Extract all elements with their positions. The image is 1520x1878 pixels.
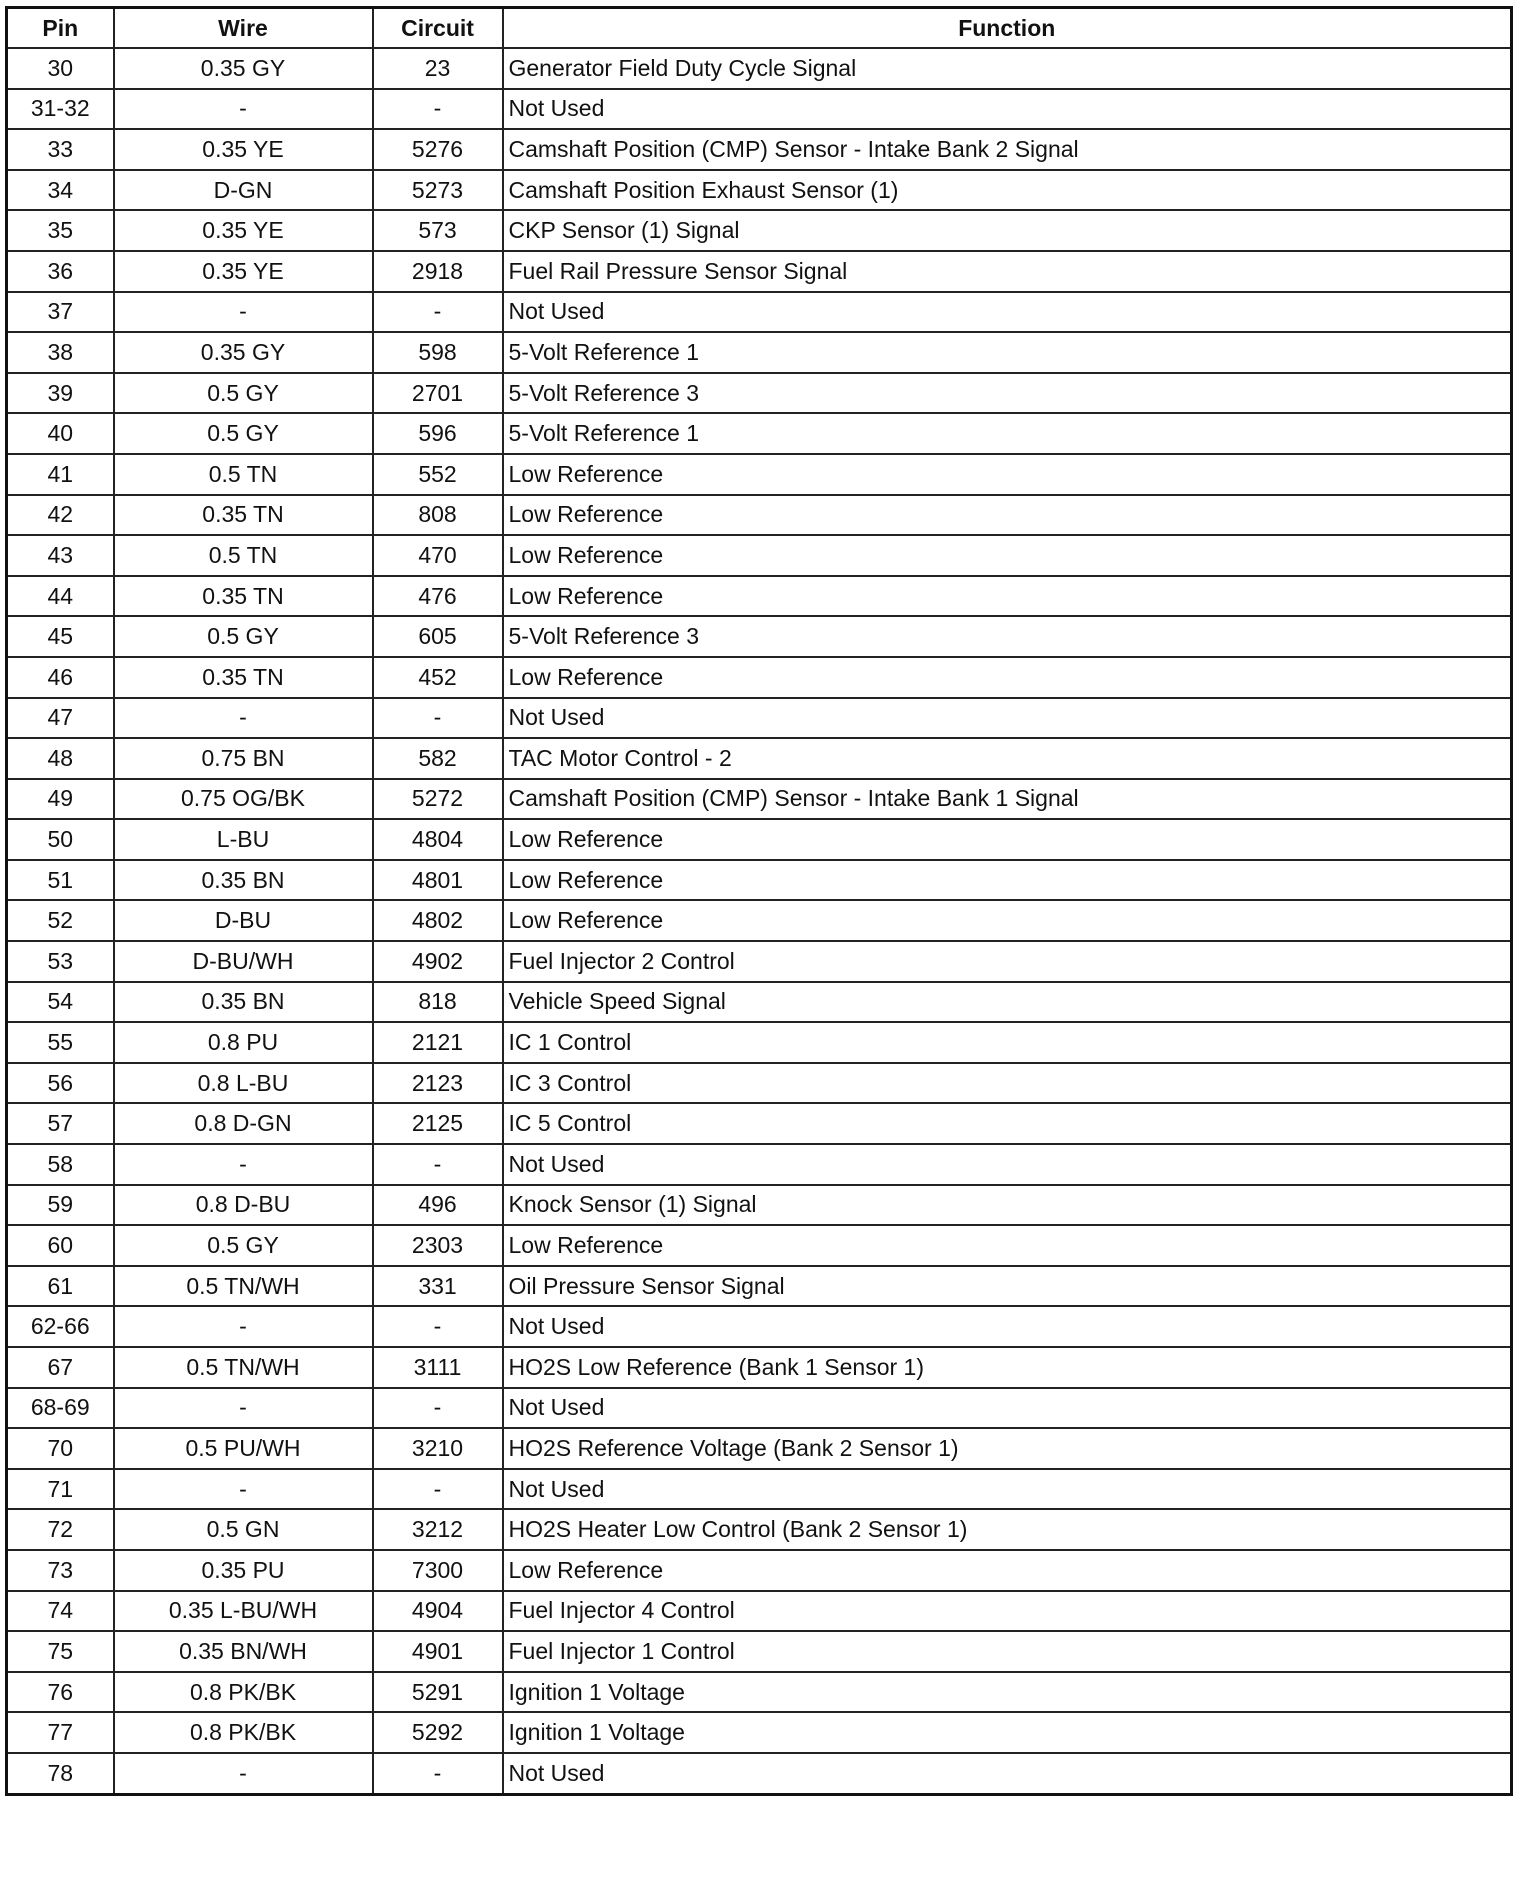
cell-wire: 0.35 BN [114, 860, 373, 901]
cell-function: HO2S Low Reference (Bank 1 Sensor 1) [503, 1347, 1512, 1388]
cell-pin: 41 [7, 454, 114, 495]
table-row [7, 1144, 1512, 1185]
cell-circuit: 605 [373, 616, 503, 657]
cell-circuit: 3212 [373, 1509, 503, 1550]
cell-pin: 59 [7, 1185, 114, 1226]
cell-pin: 76 [7, 1672, 114, 1713]
cell-function: Vehicle Speed Signal [503, 982, 1512, 1023]
cell-circuit: 3111 [373, 1347, 503, 1388]
table-body [7, 48, 1512, 1794]
cell-function: Low Reference [503, 495, 1512, 536]
cell-circuit: 452 [373, 657, 503, 698]
cell-function: IC 3 Control [503, 1063, 1512, 1104]
table-row [7, 738, 1512, 779]
cell-circuit: 808 [373, 495, 503, 536]
column-header-wire: Wire [114, 8, 373, 49]
table-row [7, 1306, 1512, 1347]
cell-circuit: - [373, 1753, 503, 1794]
cell-pin: 70 [7, 1428, 114, 1469]
cell-function: Not Used [503, 292, 1512, 333]
cell-circuit: 4801 [373, 860, 503, 901]
cell-wire: 0.75 BN [114, 738, 373, 779]
table-row [7, 210, 1512, 251]
cell-circuit: 5276 [373, 129, 503, 170]
cell-circuit: 496 [373, 1185, 503, 1226]
table-row [7, 1225, 1512, 1266]
cell-function: Not Used [503, 1469, 1512, 1510]
cell-wire: 0.35 YE [114, 129, 373, 170]
cell-pin: 48 [7, 738, 114, 779]
cell-circuit: 7300 [373, 1550, 503, 1591]
table-row [7, 1266, 1512, 1307]
table-row [7, 373, 1512, 414]
cell-pin: 74 [7, 1591, 114, 1632]
cell-pin: 71 [7, 1469, 114, 1510]
cell-circuit: - [373, 89, 503, 130]
cell-pin: 58 [7, 1144, 114, 1185]
cell-circuit: 5291 [373, 1672, 503, 1713]
cell-function: Low Reference [503, 576, 1512, 617]
cell-function: Low Reference [503, 657, 1512, 698]
cell-pin: 57 [7, 1103, 114, 1144]
cell-circuit: 598 [373, 332, 503, 373]
table-header [7, 8, 1512, 49]
table-row [7, 535, 1512, 576]
table-row [7, 1185, 1512, 1226]
table-row [7, 1347, 1512, 1388]
cell-pin: 51 [7, 860, 114, 901]
cell-circuit: 4902 [373, 941, 503, 982]
cell-function: Camshaft Position Exhaust Sensor (1) [503, 170, 1512, 211]
cell-pin: 53 [7, 941, 114, 982]
cell-function: Camshaft Position (CMP) Sensor - Intake Bank 1 Signal [503, 779, 1512, 820]
cell-wire: - [114, 1753, 373, 1794]
table-row [7, 576, 1512, 617]
cell-function: Knock Sensor (1) Signal [503, 1185, 1512, 1226]
cell-pin: 47 [7, 698, 114, 739]
cell-function: Fuel Rail Pressure Sensor Signal [503, 251, 1512, 292]
cell-circuit: 2918 [373, 251, 503, 292]
cell-function: 5-Volt Reference 3 [503, 616, 1512, 657]
table-row [7, 1063, 1512, 1104]
cell-circuit: 331 [373, 1266, 503, 1307]
cell-circuit: 470 [373, 535, 503, 576]
cell-circuit: 5292 [373, 1712, 503, 1753]
cell-circuit: - [373, 1306, 503, 1347]
cell-pin: 38 [7, 332, 114, 373]
table-row [7, 1550, 1512, 1591]
table-row [7, 1631, 1512, 1672]
cell-wire: 0.35 TN [114, 657, 373, 698]
cell-pin: 61 [7, 1266, 114, 1307]
cell-circuit: 3210 [373, 1428, 503, 1469]
cell-wire: 0.75 OG/BK [114, 779, 373, 820]
table-row [7, 982, 1512, 1023]
cell-wire: L-BU [114, 819, 373, 860]
cell-function: Not Used [503, 1753, 1512, 1794]
cell-pin: 31-32 [7, 89, 114, 130]
cell-function: 5-Volt Reference 1 [503, 413, 1512, 454]
pin-table-sheet [5, 6, 1510, 1796]
table-row [7, 900, 1512, 941]
cell-pin: 39 [7, 373, 114, 414]
cell-pin: 72 [7, 1509, 114, 1550]
cell-circuit: - [373, 1144, 503, 1185]
cell-wire: 0.35 L-BU/WH [114, 1591, 373, 1632]
table-row [7, 698, 1512, 739]
cell-wire: 0.8 PK/BK [114, 1672, 373, 1713]
cell-wire: - [114, 1388, 373, 1429]
cell-pin: 77 [7, 1712, 114, 1753]
cell-pin: 30 [7, 48, 114, 89]
cell-circuit: 476 [373, 576, 503, 617]
table-row [7, 941, 1512, 982]
cell-wire: - [114, 292, 373, 333]
cell-wire: 0.35 YE [114, 251, 373, 292]
cell-function: IC 1 Control [503, 1022, 1512, 1063]
cell-circuit: 596 [373, 413, 503, 454]
table-row [7, 1022, 1512, 1063]
cell-wire: 0.8 PK/BK [114, 1712, 373, 1753]
cell-pin: 55 [7, 1022, 114, 1063]
cell-wire: - [114, 89, 373, 130]
table-row [7, 1388, 1512, 1429]
cell-circuit: 23 [373, 48, 503, 89]
cell-pin: 34 [7, 170, 114, 211]
cell-pin: 49 [7, 779, 114, 820]
cell-wire: 0.5 GY [114, 373, 373, 414]
cell-function: Not Used [503, 89, 1512, 130]
cell-pin: 75 [7, 1631, 114, 1672]
cell-circuit: 2701 [373, 373, 503, 414]
cell-circuit: 573 [373, 210, 503, 251]
cell-function: Low Reference [503, 900, 1512, 941]
table-row [7, 1753, 1512, 1794]
header-row [7, 8, 1512, 49]
cell-circuit: 2303 [373, 1225, 503, 1266]
table-row [7, 332, 1512, 373]
cell-wire: - [114, 698, 373, 739]
cell-pin: 42 [7, 495, 114, 536]
cell-function: Fuel Injector 2 Control [503, 941, 1512, 982]
table-row [7, 1469, 1512, 1510]
cell-circuit: - [373, 292, 503, 333]
cell-function: Not Used [503, 1388, 1512, 1429]
cell-function: Fuel Injector 1 Control [503, 1631, 1512, 1672]
table-row [7, 292, 1512, 333]
table-row [7, 616, 1512, 657]
cell-pin: 52 [7, 900, 114, 941]
table-row [7, 657, 1512, 698]
table-row [7, 454, 1512, 495]
cell-function: Not Used [503, 698, 1512, 739]
cell-function: IC 5 Control [503, 1103, 1512, 1144]
column-header-pin: Pin [7, 8, 114, 49]
cell-function: 5-Volt Reference 3 [503, 373, 1512, 414]
cell-circuit: 4804 [373, 819, 503, 860]
cell-circuit: 2121 [373, 1022, 503, 1063]
cell-circuit: 5273 [373, 170, 503, 211]
cell-pin: 45 [7, 616, 114, 657]
cell-pin: 43 [7, 535, 114, 576]
table-row [7, 819, 1512, 860]
cell-wire: 0.5 GY [114, 413, 373, 454]
cell-wire: 0.35 PU [114, 1550, 373, 1591]
cell-wire: 0.8 PU [114, 1022, 373, 1063]
table-row [7, 1672, 1512, 1713]
cell-function: HO2S Reference Voltage (Bank 2 Sensor 1) [503, 1428, 1512, 1469]
cell-wire: 0.35 TN [114, 495, 373, 536]
cell-wire: - [114, 1306, 373, 1347]
cell-function: CKP Sensor (1) Signal [503, 210, 1512, 251]
cell-function: Camshaft Position (CMP) Sensor - Intake Bank 2 Signal [503, 129, 1512, 170]
cell-wire: 0.5 TN [114, 535, 373, 576]
table-row [7, 1103, 1512, 1144]
table-row [7, 48, 1512, 89]
cell-function: Low Reference [503, 860, 1512, 901]
table-row [7, 1428, 1512, 1469]
cell-function: HO2S Heater Low Control (Bank 2 Sensor 1) [503, 1509, 1512, 1550]
table-row [7, 860, 1512, 901]
cell-pin: 62-66 [7, 1306, 114, 1347]
cell-pin: 68-69 [7, 1388, 114, 1429]
cell-circuit: 2123 [373, 1063, 503, 1104]
cell-pin: 37 [7, 292, 114, 333]
table-row [7, 1509, 1512, 1550]
table-row [7, 251, 1512, 292]
cell-function: TAC Motor Control - 2 [503, 738, 1512, 779]
cell-function: Low Reference [503, 1225, 1512, 1266]
cell-pin: 56 [7, 1063, 114, 1104]
table-row [7, 1712, 1512, 1753]
cell-circuit: 5272 [373, 779, 503, 820]
cell-wire: 0.35 TN [114, 576, 373, 617]
cell-circuit: 552 [373, 454, 503, 495]
cell-wire: 0.5 PU/WH [114, 1428, 373, 1469]
table-row [7, 170, 1512, 211]
cell-circuit: 818 [373, 982, 503, 1023]
cell-function: Low Reference [503, 819, 1512, 860]
pin-table [5, 6, 1513, 1796]
cell-circuit: - [373, 1388, 503, 1429]
cell-circuit: - [373, 1469, 503, 1510]
cell-wire: 0.35 BN [114, 982, 373, 1023]
cell-wire: 0.8 L-BU [114, 1063, 373, 1104]
cell-function: Low Reference [503, 454, 1512, 495]
table-row [7, 779, 1512, 820]
cell-wire: D-GN [114, 170, 373, 211]
cell-function: Fuel Injector 4 Control [503, 1591, 1512, 1632]
cell-circuit: 582 [373, 738, 503, 779]
cell-wire: 0.35 BN/WH [114, 1631, 373, 1672]
cell-function: Low Reference [503, 1550, 1512, 1591]
cell-wire: 0.35 YE [114, 210, 373, 251]
cell-wire: 0.5 TN [114, 454, 373, 495]
cell-circuit: 4901 [373, 1631, 503, 1672]
cell-wire: 0.8 D-BU [114, 1185, 373, 1226]
cell-circuit: 2125 [373, 1103, 503, 1144]
cell-pin: 60 [7, 1225, 114, 1266]
table-row [7, 129, 1512, 170]
cell-pin: 67 [7, 1347, 114, 1388]
table-row [7, 1591, 1512, 1632]
cell-wire: 0.5 GY [114, 1225, 373, 1266]
cell-wire: 0.35 GY [114, 48, 373, 89]
cell-function: Ignition 1 Voltage [503, 1672, 1512, 1713]
cell-wire: 0.5 GN [114, 1509, 373, 1550]
cell-pin: 50 [7, 819, 114, 860]
cell-wire: 0.8 D-GN [114, 1103, 373, 1144]
cell-wire: 0.5 GY [114, 616, 373, 657]
cell-wire: 0.35 GY [114, 332, 373, 373]
column-header-circuit: Circuit [373, 8, 503, 49]
cell-function: Ignition 1 Voltage [503, 1712, 1512, 1753]
cell-pin: 44 [7, 576, 114, 617]
cell-wire: 0.5 TN/WH [114, 1266, 373, 1307]
table-row [7, 495, 1512, 536]
cell-pin: 46 [7, 657, 114, 698]
cell-wire: D-BU [114, 900, 373, 941]
cell-wire: D-BU/WH [114, 941, 373, 982]
cell-wire: - [114, 1469, 373, 1510]
cell-pin: 78 [7, 1753, 114, 1794]
cell-circuit: - [373, 698, 503, 739]
cell-pin: 35 [7, 210, 114, 251]
cell-pin: 54 [7, 982, 114, 1023]
cell-pin: 36 [7, 251, 114, 292]
cell-function: Oil Pressure Sensor Signal [503, 1266, 1512, 1307]
cell-function: 5-Volt Reference 1 [503, 332, 1512, 373]
cell-wire: - [114, 1144, 373, 1185]
cell-function: Not Used [503, 1306, 1512, 1347]
cell-pin: 33 [7, 129, 114, 170]
column-header-function: Function [503, 8, 1512, 49]
cell-circuit: 4904 [373, 1591, 503, 1632]
cell-function: Not Used [503, 1144, 1512, 1185]
table-row [7, 89, 1512, 130]
table-row [7, 413, 1512, 454]
cell-pin: 40 [7, 413, 114, 454]
cell-circuit: 4802 [373, 900, 503, 941]
cell-function: Low Reference [503, 535, 1512, 576]
cell-pin: 73 [7, 1550, 114, 1591]
cell-function: Generator Field Duty Cycle Signal [503, 48, 1512, 89]
cell-wire: 0.5 TN/WH [114, 1347, 373, 1388]
